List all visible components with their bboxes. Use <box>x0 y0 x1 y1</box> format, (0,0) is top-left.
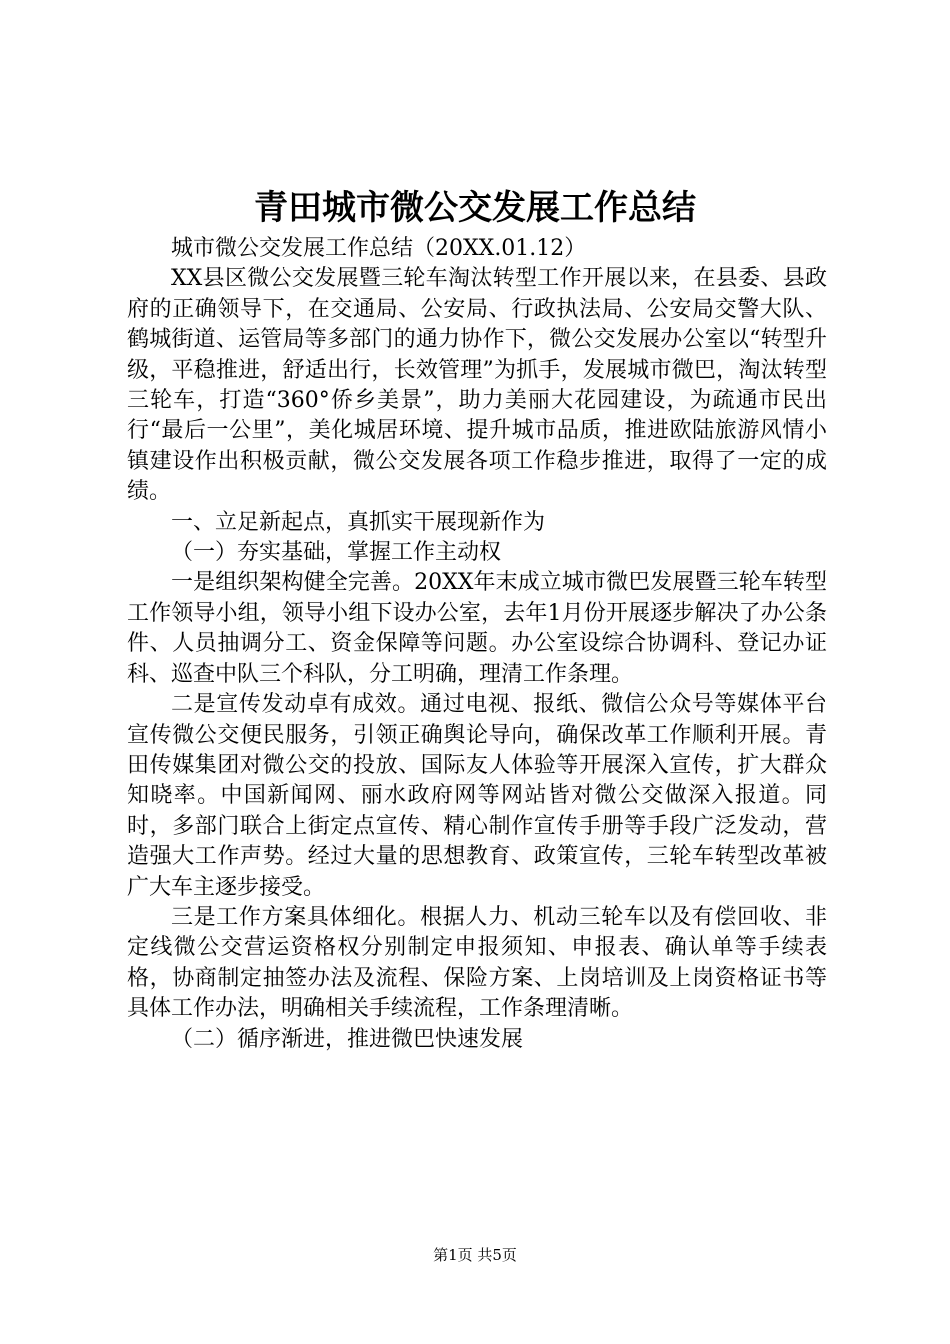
paragraph-intro: XX县区微公交发展暨三轮车淘汰转型工作开展以来，在县委、县政府的正确领导下，在交通局、公安局、行政执法局、公安局交警大队、鹤城街道、运管局等多部门的通力协作下，微公交发展办公室以“转型升级，平稳推进，舒适出行，长效管理”为抓手，发展城市微巴，淘汰转型三轮车，打造“360°侨乡美景”，助力美丽大花园建设，为疏通市民出行“最后一公里”，美化城居环境、提升城市品质，推进欧陆旅游风情小镇建设作出积极贡献，微公交发展各项工作稳步推进，取得了一定的成绩。 <box>127 266 827 505</box>
paragraph-work-plan: 三是工作方案具体细化。根据人力、机动三轮车以及有偿回收、非定线微公交营运资格权分别制定申报须知、申报表、确认单等手续表格，协商制定抽签办法及流程、保险方案、上岗培训及上岗资格证书等具体工作办法，明确相关手续流程，工作条理清晰。 <box>127 904 827 1022</box>
subsection-heading-1: （一）夯实基础，掌握工作主动权 <box>171 540 502 566</box>
page-footer: 第1页 共5页 <box>433 1246 517 1264</box>
paragraph-publicity: 二是宣传发动卓有成效。通过电视、报纸、微信公众号等媒体平台宣传微公交便民服务，引领正确舆论导向，确保改革工作顺利开展。青田传媒集团对微公交的投放、国际友人体验等开展深入宣传，扩大群众知晓率。中国新闻网、丽水政府网等网站皆对微公交做深入报道。同时，多部门联合上街定点宣传、精心制作宣传手册等手段广泛发动，营造强大工作声势。经过大量的思想教育、政策宣传，三轮车转型改革被广大车主逐步接受。 <box>127 692 827 900</box>
paragraph-organization: 一是组织架构健全完善。20XX年末成立城市微巴发展暨三轮车转型工作领导小组，领导小组下设办公室，去年1月份开展逐步解决了办公条件、人员抽调分工、资金保障等问题。办公室设综合协调科、登记办证科、巡查中队三个科队，分工明确，理清工作条理。 <box>127 570 827 687</box>
section-heading-1: 一、立足新起点，真抓实干展现新作为 <box>171 509 546 535</box>
document-body <box>127 234 827 1055</box>
paragraph-subtitle: 城市微公交发展工作总结（20XX.01.12） <box>171 236 587 261</box>
subsection-heading-2: （二）循序渐进，推进微巴快速发展 <box>171 1026 524 1052</box>
document-title: 青田城市微公交发展工作总结 <box>254 188 696 228</box>
